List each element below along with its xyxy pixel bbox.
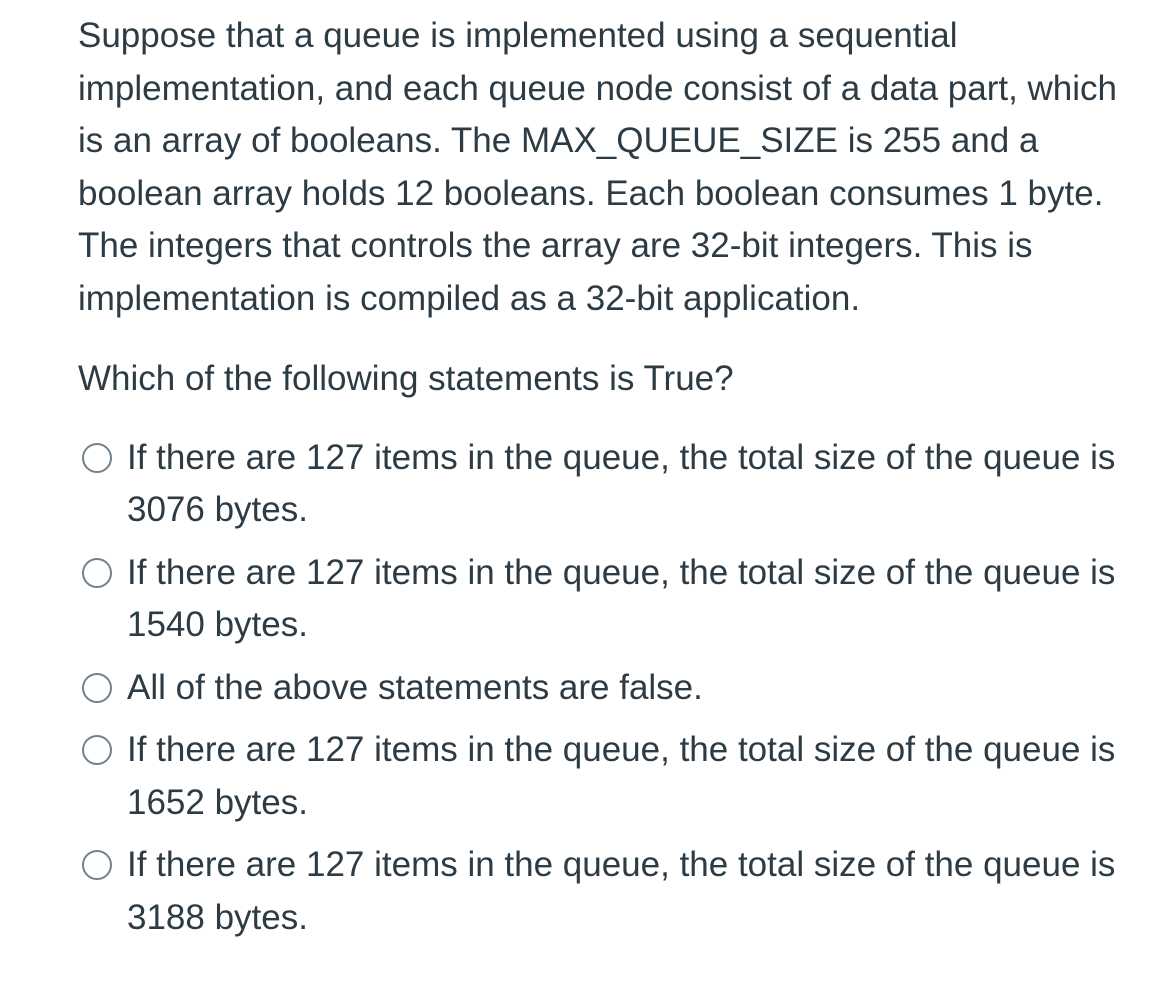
radio-button-icon[interactable] (82, 443, 112, 473)
answer-option-5[interactable] (78, 839, 1128, 944)
radio-button-icon[interactable] (82, 558, 112, 588)
answer-label: If there are 127 items in the queue, the total size of the queue is 3076 bytes. (127, 437, 1116, 529)
answer-label: If there are 127 items in the queue, the total size of the queue is 1540 bytes. (127, 552, 1116, 644)
answer-label: If there are 127 items in the queue, the total size of the queue is 1652 bytes. (127, 730, 1116, 822)
answer-label: If there are 127 items in the queue, the total size of the queue is 3188 bytes. (127, 845, 1116, 937)
question-prompt: Which of the following statements is True? (78, 359, 734, 398)
radio-button-icon[interactable] (82, 850, 112, 880)
radio-button-icon[interactable] (82, 735, 112, 765)
answer-option-1[interactable] (78, 432, 1128, 537)
question-text: Suppose that a queue is implemented using a sequential implementation, and each queue node consist of a data part, which is an array of booleans. The MAX_QUEUE_SIZE is 255 and a boolean array holds 12 booleans. Each boolean consumes 1 byte. The integers that controls the array are 32-bit integers. This is implementation is compiled as a 32-bit application. (78, 16, 1118, 318)
answer-option-2[interactable] (78, 547, 1128, 652)
answer-option-4[interactable] (78, 724, 1128, 829)
quiz-question (78, 10, 1128, 954)
radio-button-icon[interactable] (82, 673, 112, 703)
answer-list (78, 432, 1128, 945)
answer-label: All of the above statements are false. (127, 667, 703, 707)
answer-option-3[interactable] (78, 662, 1128, 715)
